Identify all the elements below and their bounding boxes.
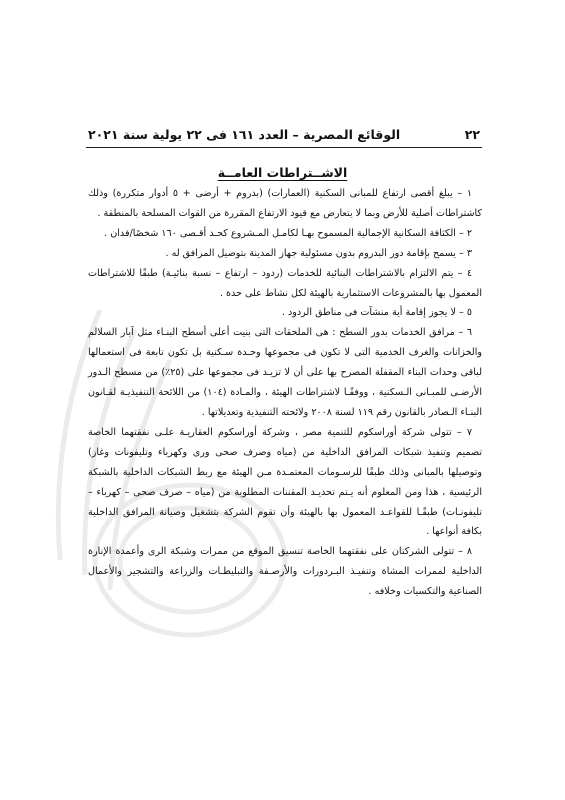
page-header: [88, 127, 480, 149]
paragraph-6: ٦ – مرافق الخدمات بدور السطح : هى الملحقات التى بنيت أعلى أسطح البنـاء مثل آبار السلالم والخزانات والغرف الخدمية التى لا تكون فى مجموعها وحـدة سـكنية بل تكون تابعة فى استعمالها لباقى وحدات البناء المقفلة المصرح بها على أن لا تزيـد فى مجموعها على (٢٥٪) من مسطح الـدور الأرضـى للمبـانى الـسكنية ، ووفقًـا لاشتراطات الهيئة ، والمـادة (١٠٤) من اللائحة التنفيذيـة لقـانون البنـاء الـصادر بالقانون رقم ١١٩ لسنة ٢٠٠٨ ولائحته التنفيذية وتعديلاتها .: [88, 327, 483, 418]
gazette-title: الوقائع المصرية – العدد ١٦١ فى ٢٢ يولية سنة ٢٠٢١: [88, 127, 401, 142]
header-divider: [86, 147, 482, 148]
paragraph-7: ٧ – تتولى شركة أوراسكوم للتنمية مصر ، وشركة أوراسكوم العقاريـة علـى نفقتهما الخاصة تصميم وتنفيذ شبكات المرافق الداخلية من (مياه وصرف صحى ورى وكهرباء وتليفونات وغاز) وتوصيلها بالمبانى وذلك طبقًا للرسـومات المعتمـدة مـن الهيئة مع ربط الشبكات الداخلية بالشبكة الرئيسية ، هذا ومن المعلوم أنه يـتم تحديـد المقننات المطلوبة من (مياه – صرف صحى – كهرباء – تليفونـات) طبقًـا للقواعـد المعمول بها بالهيئة وأن تقوم الشركة بتشغيل وصيانة المرافق الداخلية بكافة أنواعها .: [88, 426, 482, 538]
conditions-body: [88, 184, 482, 602]
paragraph-2: ٢ – الكثافة السكانية الإجمالية المسموح بهـا لكامـل المـشروع كحـد أقـصى ١٦٠ شخصًا/فدان .: [104, 227, 472, 239]
paragraph-1: ١ – يبلغ أقصى ارتفاع للمبانى السكنية (العمارات) (بدروم + أرضى + ٥ أدوار متكررة) وذلك كاشتراطات أصلية للأرض وبما لا يتعارض مع قيود الارتفاع المقررة من القوات المسلحة بالمنطقة .: [88, 188, 482, 219]
section-title: [0, 165, 565, 180]
section-title-text: الاشــتراطات العامــة: [217, 165, 348, 180]
paragraph-5: ٥ – لا يجوز إقامة أية منشآت فى مناطق الردود .: [281, 307, 472, 319]
page-number: ٢٢: [464, 127, 480, 142]
paragraph-8: ٨ – تتولى الشركتان على نفقتهما الخاصة تنسيق الموقع من ممرات وشبكة الرى وأعمدة الإنارة الداخلية لممرات المشاة وتنفيـذ البـردورات والأرصـفة والتبليطـات والزراعة والتشجير والأعمال الصناعية والتكسيات وخلافه .: [88, 546, 482, 598]
paragraph-4: ٤ – يتم الالتزام بالاشتراطات البنائية للخدمات (ردود – ارتفاع – نسبة بنائيـة) طبقًا للاشتراطات المعمول بها بالمشروعات الاستثمارية بالهيئة لكل نشاط على حدة .: [88, 267, 482, 299]
paragraph-3: ٣ – يسمح بإقامة دور البدروم بدون مسئولية جهاز المدينة بتوصيل المرافق له .: [165, 247, 472, 259]
